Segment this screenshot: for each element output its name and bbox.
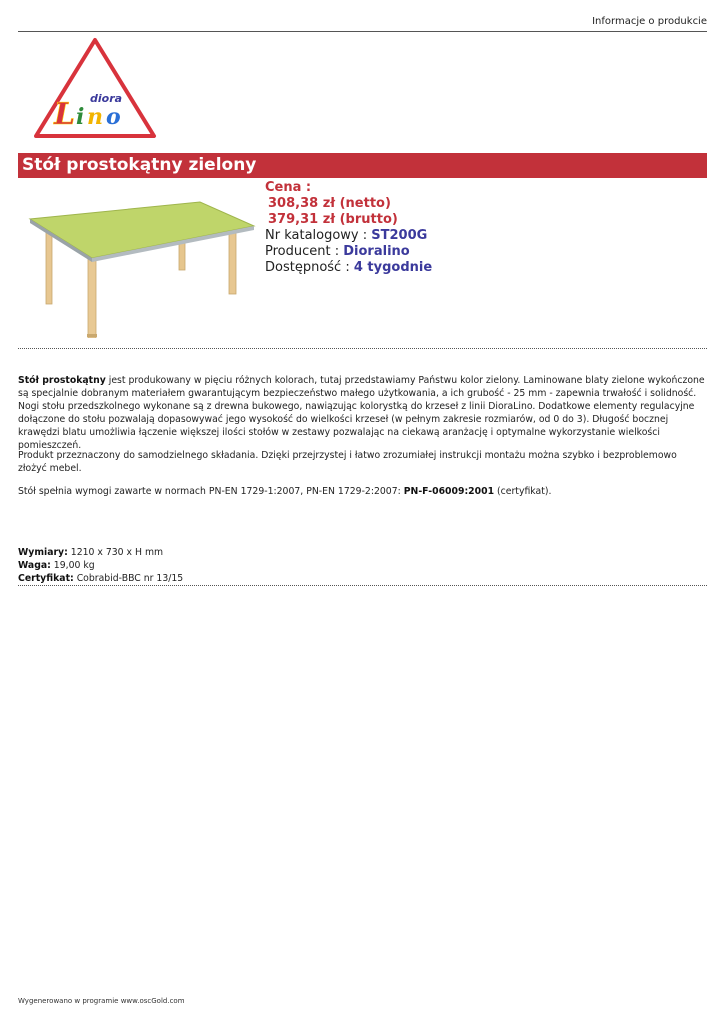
standards-text: Stół spełnia wymogi zawarte w normach PN-EN 1729-1:2007, PN-EN 1729-2:2007: <box>18 486 404 497</box>
catalog-label: Nr katalogowy : <box>265 228 368 243</box>
svg-text:o: o <box>106 104 121 130</box>
standards-code: PN-F-06009:2001 <box>403 486 495 497</box>
availability-value: 4 tygodnie <box>353 260 433 275</box>
weight-row <box>18 559 708 572</box>
svg-text:diora: diora <box>90 92 123 105</box>
product-info <box>265 180 432 276</box>
producer-row <box>265 244 432 260</box>
assembly-paragraph: Produkt przeznaczony do samodzielnego składania. Dzięki przejrzystej i łatwo zrozumiałej instrukcji montażu można szybko i bezproblemowo złożyć mebel. <box>18 450 677 474</box>
price-label: Cena : <box>265 180 312 195</box>
weight-label: Waga: <box>18 560 51 571</box>
catalog-row <box>265 228 432 244</box>
svg-text:L: L <box>54 97 76 132</box>
certificate-label: Certyfikat: <box>18 573 74 584</box>
certificate-value: Cobrabid-BBC nr 13/15 <box>73 573 184 584</box>
producer-value: Dioralino <box>343 244 410 259</box>
description-text: jest produkowany w pięciu różnych kolorach, tutaj przedstawiamy Państwu kolor zielony. Laminowane blaty zielone wykończone są specjalnie dobranym materiałem gwarantującym bezpieczeństwo małego użytkowania, a ich grubość - 25 mm - zapewnia trwałość i solidność. Nogi stołu przedszkolnego wykonane są z drewna bukowego, nawiązując kolorystką do krzeseł z linii DioraLino. Dodatkowe elementy regulacyjne dołączone do stołu pozwalają dopasowywać jego wysokość do wielkości krzeseł (w pełnym zakresie rozmiarów, od 0 do 3). Długość bocznej krawędzi blatu umożliwia łączenie większej ilości stołów w zestawy pozwalając na ciekawą aranżację i optymalne wykorzystanie wielkości pomieszczeń. <box>18 375 705 451</box>
price-gross: 379,31 zł (brutto) <box>268 212 398 227</box>
header-title: Informacje o produkcie <box>592 16 707 27</box>
description-paragraph <box>18 374 708 452</box>
weight-value: 19,00 kg <box>50 560 95 571</box>
dimensions-label: Wymiary: <box>18 547 68 558</box>
svg-text:n: n <box>87 104 103 130</box>
producer-label: Producent : <box>265 244 340 259</box>
section-divider <box>18 348 707 349</box>
certificate-row <box>18 572 708 585</box>
footer-credit: Wygenerowano w programie www.oscGold.com <box>18 997 185 1005</box>
standards-tail: (certyfikat). <box>494 486 552 497</box>
description-bold: Stół prostokątny <box>18 375 106 386</box>
dimensions-row <box>18 546 708 559</box>
product-image <box>24 186 256 338</box>
catalog-value: ST200G <box>371 228 428 243</box>
specs-block <box>18 546 708 585</box>
product-title: Stół prostokątny zielony <box>18 153 707 178</box>
dimensions-value: 1210 x 730 x H mm <box>67 547 164 558</box>
availability-label: Dostępność : <box>265 260 350 275</box>
standards-paragraph <box>18 485 708 498</box>
availability-row <box>265 260 432 276</box>
svg-text:i: i <box>76 104 85 130</box>
section-divider-bottom <box>18 585 707 586</box>
dioralino-logo <box>32 36 158 142</box>
header-divider <box>18 31 707 32</box>
price-net: 308,38 zł (netto) <box>268 196 391 211</box>
